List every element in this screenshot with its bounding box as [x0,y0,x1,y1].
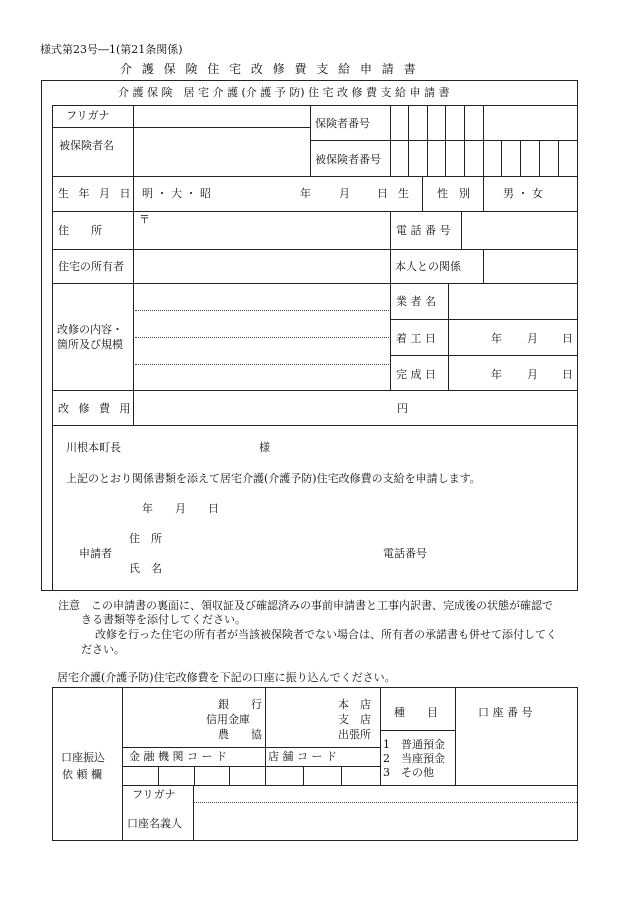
bank-section-label-2: 依 頼 欄 [62,768,102,781]
inner-title: 介 護 保 険 居 宅 介 護 (介 護 予 防) 住 宅 改 修 費 支 給 申 請 書 [118,86,450,99]
address-input[interactable] [135,213,388,248]
yen-label: 円 [397,402,408,415]
account-holder-label: 口座名義人 [127,817,182,830]
gender-label: 性 別 [437,187,470,200]
page-title: 介 護 保 険 住 宅 改 修 費 支 給 申 請 書 [120,62,419,76]
note-line-4: ださい。 [81,643,125,656]
owner-label: 住宅の所有者 [58,260,124,273]
account-holder-input[interactable] [195,804,575,839]
renovation-cost-label: 改 修 費 用 [58,402,134,415]
note-line-1: 注意 この申請書の裏面に、領収証及び確認済みの事前申請書と工事内訳書、完成後の状態が確認で [58,599,553,612]
inst-type-shinkin[interactable]: 信用金庫 [206,713,250,726]
completion-month-label: 月 [527,368,538,381]
relation-label: 本人との関係 [395,260,461,273]
branch-code-label: 店 舗 コ ー ド [268,750,337,763]
renovation-content-label-1: 改修の内容・ [57,323,123,336]
start-month-label: 月 [527,332,538,345]
bank-instruction: 居宅介護(介護予防)住宅改修費を下記の口座に振り込んでください。 [57,671,396,684]
institution-code-label: 金 融 機 関 コ ー ド [129,750,227,763]
era-options[interactable]: 明 ・ 大 ・ 昭 [142,187,211,200]
birth-day-label: 日 [377,187,388,200]
branch-type-honten[interactable]: 本 店 [338,698,371,711]
account-type-ordinary[interactable]: 1 普通預金 [383,738,445,751]
holder-furigana-label: フリガナ [132,788,176,801]
furigana-label: フリガナ [66,109,110,122]
branch-type-shucchojo[interactable]: 出張所 [338,728,371,741]
insured-number-label: 被保険者番号 [315,153,381,166]
account-type-header: 種 目 [394,706,438,719]
address-label: 住 所 [58,224,102,237]
birth-year-label: 年 [300,187,311,200]
holder-furigana-input[interactable] [195,787,575,801]
applicant-phone-label: 電話番号 [383,547,427,560]
form-number: 様式第23号―1(第21条関係) [40,43,183,56]
bank-section-label-1: 口座振込 [61,751,105,764]
note-line-2: きる書類等を添付してください。 [81,613,246,626]
honorific: 様 [259,441,270,454]
renovation-content-label-2: 箇所及び規模 [57,338,123,351]
insured-name-input[interactable] [135,129,308,175]
applicant-address-label: 住 所 [129,532,162,545]
renovation-cost-input[interactable] [135,392,388,423]
contractor-input[interactable] [450,285,576,317]
branch-type-shiten[interactable]: 支 店 [338,713,371,726]
application-date[interactable]: 年 月 日 [142,502,219,515]
insurer-number-label: 保険者番号 [315,117,370,130]
contractor-label: 業 者 名 [396,295,436,308]
inst-type-nokyo[interactable]: 農 協 [218,728,262,741]
relation-input[interactable] [485,251,576,282]
completion-date-label: 完 成 日 [396,368,436,381]
birth-month-label: 月 [339,187,350,200]
furigana-input[interactable] [135,107,308,126]
start-day-label: 日 [562,332,573,345]
gender-options[interactable]: 男 ・ 女 [503,187,543,200]
application-statement: 上記のとおり関係書類を添えて居宅介護(介護予防)住宅改修費の支給を申請します。 [66,472,481,485]
start-date-label: 着 工 日 [396,332,436,345]
applicant-name-label: 氏 名 [129,562,162,575]
account-number-header: 口 座 番 号 [478,706,533,719]
completion-year-label: 年 [491,368,502,381]
note-line-3: 改修を行った住宅の所有者が当該被保険者でない場合は、所有者の承諾書も併せて添付してく [95,628,557,641]
completion-day-label: 日 [562,368,573,381]
postal-mark: 〒 [139,213,150,226]
renovation-content-input[interactable] [135,285,388,389]
inst-type-bank[interactable]: 銀 行 [218,698,262,711]
account-type-other[interactable]: 3 その他 [383,766,434,779]
addressee: 川根本町長 [66,441,121,454]
birthdate-label: 生 年 月 日 [58,187,134,200]
phone-input[interactable] [463,213,576,248]
phone-label: 電 話 番 号 [396,224,451,237]
insured-name-label: 被保険者名 [59,139,114,152]
account-type-current[interactable]: 2 当座預金 [383,752,445,765]
born-label: 生 [398,187,409,200]
applicant-label: 申請者 [79,547,112,560]
start-year-label: 年 [491,332,502,345]
owner-input[interactable] [135,251,388,282]
